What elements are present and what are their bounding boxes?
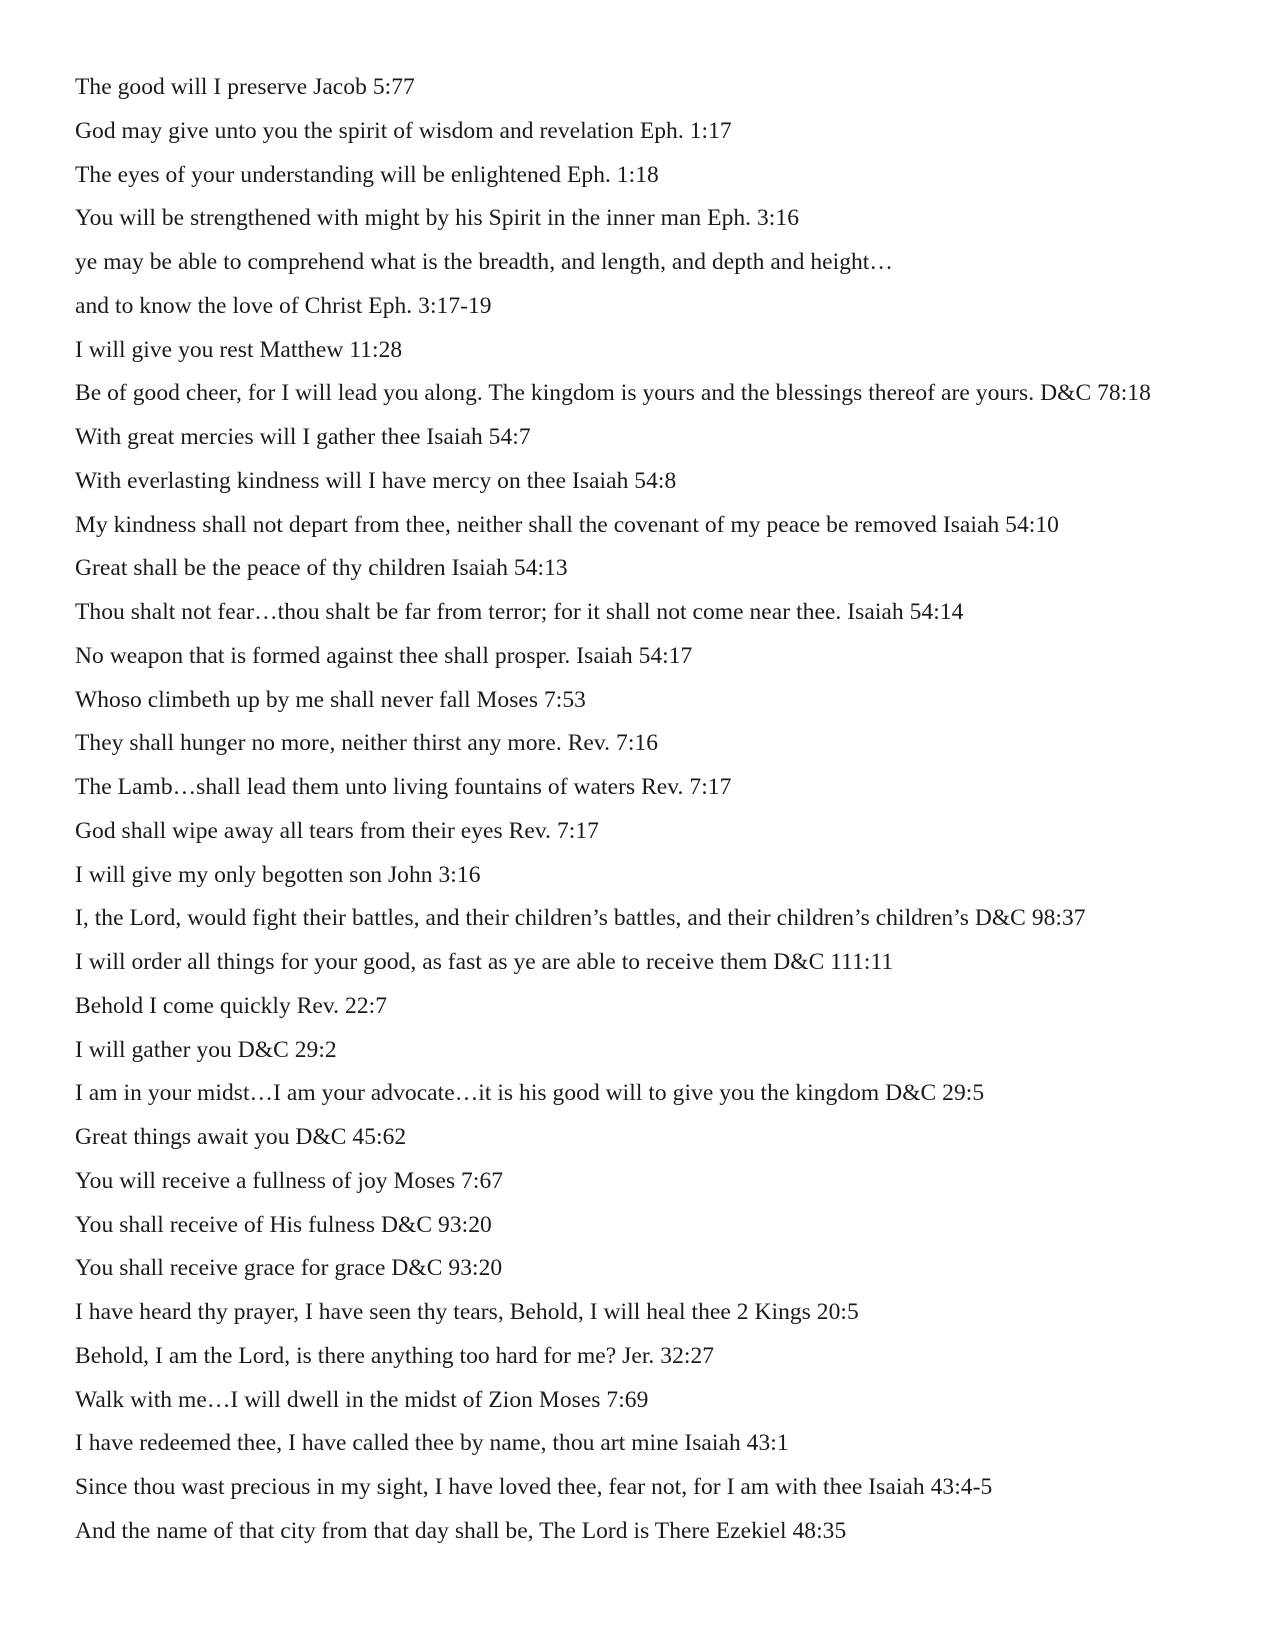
scripture-line: Be of good cheer, for I will lead you along. The kingdom is yours and the blessings thereof are yours. D&C 78:18	[75, 380, 1151, 407]
scripture-line: Behold, I am the Lord, is there anything too hard for me? Jer. 32:27	[75, 1342, 715, 1369]
scripture-line: I will give you rest Matthew 11:28	[75, 336, 403, 363]
scripture-line: You shall receive of His fulness D&C 93:20	[75, 1211, 492, 1238]
scripture-line: Great shall be the peace of thy children Isaiah 54:13	[75, 555, 568, 582]
scripture-line: You will be strengthened with might by his Spirit in the inner man Eph. 3:16	[75, 205, 799, 232]
scripture-line: and to know the love of Christ Eph. 3:17-19	[75, 292, 492, 319]
scripture-line: God may give unto you the spirit of wisdom and revelation Eph. 1:17	[75, 117, 732, 144]
scripture-line: I will order all things for your good, as fast as ye are able to receive them D&C 111:11	[75, 949, 894, 975]
scripture-line: Behold I come quickly Rev. 22:7	[75, 992, 387, 1019]
scripture-line: With everlasting kindness will I have mercy on thee Isaiah 54:8	[75, 467, 677, 494]
scripture-line: Great things await you D&C 45:62	[75, 1124, 407, 1150]
scripture-line: I have redeemed thee, I have called thee by name, thou art mine Isaiah 43:1	[75, 1430, 789, 1457]
scripture-line: You shall receive grace for grace D&C 93:20	[75, 1255, 503, 1282]
scripture-line: Thou shalt not fear…thou shalt be far from terror; for it shall not come near thee. Isaiah 54:14	[75, 599, 964, 625]
scripture-line: No weapon that is formed against thee shall prosper. Isaiah 54:17	[75, 642, 693, 669]
scripture-line: Walk with me…I will dwell in the midst of Zion Moses 7:69	[75, 1386, 649, 1413]
scripture-line: I have heard thy prayer, I have seen thy tears, Behold, I will heal thee 2 Kings 20:5	[75, 1299, 859, 1325]
scripture-line: The eyes of your understanding will be enlightened Eph. 1:18	[75, 161, 659, 188]
scripture-line: I, the Lord, would fight their battles, and their children’s battles, and their children’s children’s D&C 98:37	[75, 905, 1086, 932]
scripture-line: You will receive a fullness of joy Moses 7:67	[75, 1167, 504, 1194]
scripture-line: My kindness shall not depart from thee, neither shall the covenant of my peace be removed Isaiah 54:10	[75, 511, 1059, 538]
scripture-list	[75, 66, 1255, 1554]
scripture-line: Whoso climbeth up by me shall never fall Moses 7:53	[75, 686, 586, 713]
scripture-line: The good will I preserve Jacob 5:77	[75, 74, 415, 100]
scripture-line: They shall hunger no more, neither thirst any more. Rev. 7:16	[75, 730, 659, 757]
scripture-line: I am in your midst…I am your advocate…it is his good will to give you the kingdom D&C 29:5	[75, 1080, 985, 1107]
scripture-line: God shall wipe away all tears from their eyes Rev. 7:17	[75, 817, 599, 844]
scripture-line: Since thou wast precious in my sight, I have loved thee, fear not, for I am with thee Isaiah 43:4-5	[75, 1474, 993, 1500]
scripture-line: And the name of that city from that day shall be, The Lord is There Ezekiel 48:35	[75, 1517, 847, 1544]
scripture-line: The Lamb…shall lead them unto living fountains of waters Rev. 7:17	[75, 774, 732, 800]
scripture-line: I will give my only begotten son John 3:16	[75, 861, 481, 888]
scripture-line: I will gather you D&C 29:2	[75, 1036, 337, 1063]
scripture-line: ye may be able to comprehend what is the breadth, and length, and depth and height…	[75, 249, 893, 275]
scripture-line: With great mercies will I gather thee Isaiah 54:7	[75, 424, 531, 450]
